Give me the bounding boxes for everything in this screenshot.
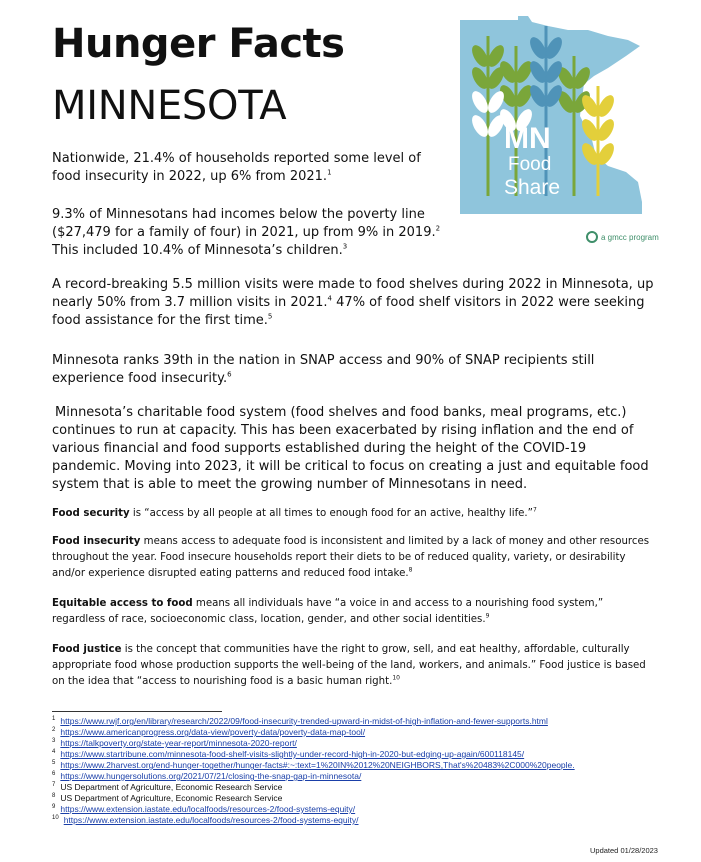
gmcc-icon — [587, 232, 597, 242]
footnotes — [52, 716, 692, 826]
fact-paragraph-3: A record-breaking 5.5 million visits were made to food shelves during 2022 in Minnesota, up nearly 50% from 3.7 million visits in 2021.$^4$ 47% of food shelf visitors in 2022 were seeking food assistance for the first time.$^5$ — [52, 277, 654, 328]
logo-line2: Food — [508, 154, 552, 175]
definition-food-insecurity: Food insecurity means access to adequate food is inconsistent and limited by a lack of money and other resources throughout the year. Food insecure households report their diets to be of reduced quality, variety, or desirability and/or experience disrupted eating patterns and reduced food intake.$^8$ — [52, 536, 650, 579]
footnote-link[interactable]: https://www.hungersolutions.org/2021/07/21/closing-the-snap-gap-in-minnesota/ — [60, 771, 362, 781]
footnote-link[interactable]: https://www.startribune.com/minnesota-food-shelf-visits-slightly-under-record-high-in-2020-but-edging-up-again/600118145/ — [60, 749, 525, 759]
definition-equitable-access: Equitable access to food means all individuals have “a voice in and access to a nourishing food system,” regardless of race, socioeconomic class, location, gender, and other social identities.$^9$ — [52, 598, 604, 625]
footnote-link[interactable]: https://www.extension.iastate.edu/localfoods/resources-2/food-systems-equity/ — [60, 804, 356, 814]
fact-paragraph-2: 9.3% of Minnesotans had incomes below the poverty line ($27,479 for a family of four) in 2021, up from 9% in 2019.$^2$ This included 10.4% of Minnesota’s children.$^3$ — [52, 207, 441, 258]
definition-food-security: Food security is “access by all people at all times to enough food for an active, healthy life.”$^7$ — [52, 506, 537, 519]
logo-line1: MN — [504, 122, 551, 155]
fact-paragraph-4: Minnesota ranks 39th in the nation in SNAP access and 90% of SNAP recipients still experience food insecurity.$^6$ — [52, 353, 595, 386]
logo-line3: Share — [504, 176, 561, 199]
page-title: Hunger Facts — [52, 21, 345, 67]
footnote: $^7$ US Department of Agriculture, Economic Research Service — [52, 782, 283, 792]
footnote: $^5$ https://www.2harvest.org/end-hunger-together/hunger-facts#:~:text=1%20IN%2012%20NEIGHBORS,That's%20483%2C000%20people. — [52, 760, 575, 770]
minnesota-wheat-icon — [458, 16, 670, 246]
footnote-link[interactable]: https://www.2harvest.org/end-hunger-together/hunger-facts#:~:text=1%20IN%2012%20NEIGHBORS,That's%20483%2C000%20people. — [60, 760, 575, 770]
footnote: $^3$ https://talkpoverty.org/state-year-report/minnesota-2020-report/ — [52, 738, 297, 748]
footnote: $^6$ https://www.hungersolutions.org/2021/07/21/closing-the-snap-gap-in-minnesota/ — [52, 771, 362, 781]
logo-program: a gmcc program — [601, 233, 659, 242]
fact-paragraph-5: Minnesota’s charitable food system (food shelves and food banks, meal programs, etc.) continues to run at capacity. This has been exacerbated by rising inflation and the end of various financial and food supports established during the height of the COVID-19 pandemic. Moving into 2023, it will be critical to focus on creating a just and equitable food system that is able to meet the growing number of Minnesotans in need. — [52, 405, 649, 492]
footnote: $^8$ US Department of Agriculture, Economic Research Service — [52, 793, 283, 803]
footnote: $^2$ https://www.americanprogress.org/data-view/poverty-data/poverty-data-map-tool/ — [52, 727, 366, 737]
definition-food-justice: Food justice is the concept that communities have the right to grow, sell, and eat healthy, affordable, culturally appropriate food whose production supports the well-being of the land, workers, and animals.” Food justice is based on the idea that “access to nourishing food is a basic human right.$^{10}$ — [52, 644, 646, 687]
footnote-divider — [52, 711, 222, 712]
footnote: $^{10}$ https://www.extension.iastate.edu/localfoods/resources-2/food-systems-equity/ — [52, 815, 359, 825]
page-subtitle: MINNESOTA — [52, 83, 287, 129]
footnote-link[interactable]: https://www.rwjf.org/en/library/research/2022/09/food-insecurity-trended-upward-in-midst-of-high-inflation-and-fewer-supports.html — [60, 716, 548, 726]
footnote-link[interactable]: https://www.americanprogress.org/data-view/poverty-data/poverty-data-map-tool/ — [60, 727, 366, 737]
footnote: $^9$ https://www.extension.iastate.edu/localfoods/resources-2/food-systems-equity/ — [52, 804, 356, 814]
footnote-link[interactable]: https://talkpoverty.org/state-year-report/minnesota-2020-report/ — [60, 738, 297, 748]
footnote: $^4$ https://www.startribune.com/minnesota-food-shelf-visits-slightly-under-record-high-in-2020-but-edging-up-again/600118145/ — [52, 749, 525, 759]
footnote: $^1$ https://www.rwjf.org/en/library/research/2022/09/food-insecurity-trended-upward-in-midst-of-high-inflation-and-fewer-supports.html — [52, 716, 548, 726]
updated-date: Updated 01/28/2023 — [590, 846, 658, 855]
fact-paragraph-1: Nationwide, 21.4% of households reported some level of food insecurity in 2022, up 6% from 2021.$^1$ — [52, 151, 421, 184]
mn-food-share-logo — [458, 16, 670, 246]
footnote-link[interactable]: https://www.extension.iastate.edu/localfoods/resources-2/food-systems-equity/ — [63, 815, 359, 825]
